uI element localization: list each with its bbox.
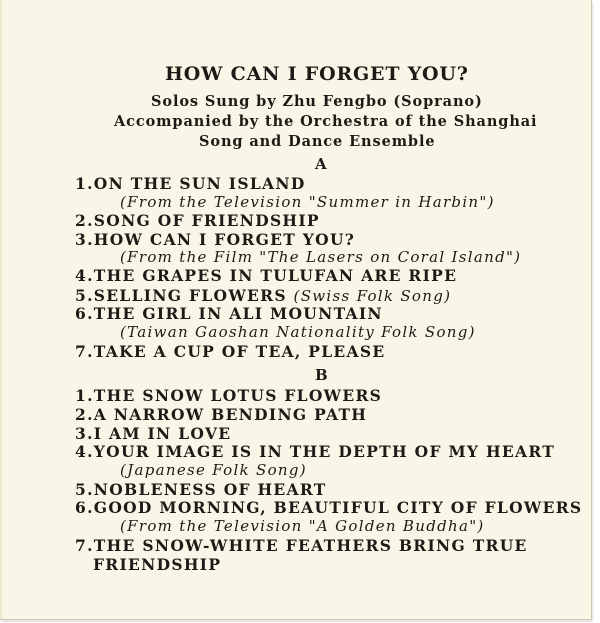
side-b-track-4-note: (Japanese Folk Song) — [120, 461, 307, 479]
side-a-track-6: 6.THE GIRL IN ALI MOUNTAIN — [75, 304, 383, 323]
credit-line-ensemble: Song and Dance Ensemble — [199, 133, 436, 150]
side-a-track-3: 3.HOW CAN I FORGET YOU? — [75, 230, 356, 249]
album-title: HOW CAN I FORGET YOU? — [165, 63, 469, 85]
side-b-track-7: 7.THE SNOW-WHITE FEATHERS BRING TRUE — [75, 536, 528, 555]
side-b-track-5: 5.NOBLENESS OF HEART — [75, 480, 327, 499]
side-b-track-1: 1.THE SNOW LOTUS FLOWERS — [75, 386, 383, 405]
side-b-track-2: 2.A NARROW BENDING PATH — [75, 405, 368, 424]
side-a-track-1: 1.ON THE SUN ISLAND — [75, 174, 306, 193]
side-a-track-5 — [75, 286, 451, 305]
side-a-track-1-note: (From the Television "Summer in Harbin") — [120, 193, 495, 211]
side-b-track-6-note: (From the Television "A Golden Buddha") — [120, 517, 485, 535]
credit-line-orchestra: Accompanied by the Orchestra of the Shanghai — [114, 113, 538, 130]
track-note: (Swiss Folk Song) — [293, 287, 452, 305]
side-b-track-4: 4.YOUR IMAGE IS IN THE DEPTH OF MY HEART — [75, 442, 556, 461]
side-b-heading: B — [315, 366, 329, 384]
side-a-track-2: 2.SONG OF FRIENDSHIP — [75, 211, 320, 230]
side-b-track-3: 3.I AM IN LOVE — [75, 424, 232, 443]
side-a-track-3-note: (From the Film "The Lasers on Coral Island") — [120, 248, 522, 266]
side-a-track-4: 4.THE GRAPES IN TULUFAN ARE RIPE — [75, 266, 458, 285]
side-b-track-7-continued: FRIENDSHIP — [93, 555, 222, 574]
track-title: 5.SELLING FLOWERS — [75, 286, 287, 305]
side-a-track-6-note: (Taiwan Gaoshan Nationality Folk Song) — [120, 323, 476, 341]
side-b-track-6: 6.GOOD MORNING, BEAUTIFUL CITY OF FLOWERS — [75, 498, 583, 517]
credit-line-soloist: Solos Sung by Zhu Fengbo (Soprano) — [151, 93, 483, 110]
side-a-track-7: 7.TAKE A CUP OF TEA, PLEASE — [75, 342, 386, 361]
side-a-heading: A — [315, 155, 328, 173]
